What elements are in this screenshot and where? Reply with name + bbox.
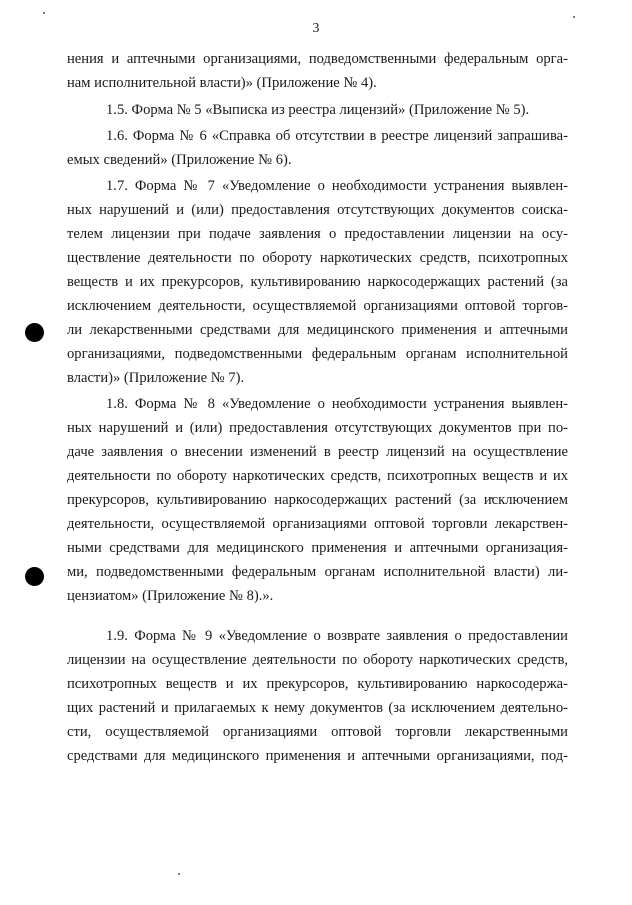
text-line: 1.8. Форма № 8 «Уведомление о необходимости устранения выявлен- xyxy=(106,396,568,412)
text-line: ществление деятельности по обороту наркотических средств, психотропных xyxy=(67,250,568,266)
scan-speck xyxy=(573,16,575,18)
text-line: организациями, подведомственными федеральным органам исполнительной xyxy=(67,346,568,362)
text-line: щих растений и прилагаемых к нему документов (за исключением деятельно- xyxy=(67,700,568,716)
text-line: психотропных веществ и их прекурсоров, культивированию наркосодержа- xyxy=(67,676,568,692)
scan-speck xyxy=(178,873,180,875)
text-line: нам исполнительной власти)» (Приложение № 4). xyxy=(67,75,377,91)
text-line: нения и аптечными организациями, подведомственными федеральным орга- xyxy=(67,51,568,67)
text-line: ных нарушений и (или) предоставления отсутствующих документов при по- xyxy=(67,420,568,436)
text-line: 1.5. Форма № 5 «Выписка из реестра лицензий» (Приложение № 5). xyxy=(106,102,530,118)
text-line: даче заявления о внесении изменений в реестр лицензий на осуществление xyxy=(67,444,568,460)
text-line: емых сведений» (Приложение № 6). xyxy=(67,152,292,168)
text-line: исключением деятельности, осуществляемой организациями оптовой торгов- xyxy=(67,298,568,314)
text-line: ных нарушений и (или) предоставления отсутствующих документов соиска- xyxy=(67,202,568,218)
text-line: 1.6. Форма № 6 «Справка об отсутствии в реестре лицензий запрашива- xyxy=(106,128,568,144)
text-line: ли лекарственными средствами для медицинского применения и аптечными xyxy=(67,322,568,338)
scan-speck xyxy=(43,12,45,14)
text-line: власти)» (Приложение № 7). xyxy=(67,370,245,386)
punch-hole-bottom xyxy=(25,567,44,586)
text-line: деятельности по обороту наркотических средств, психотропных веществ и их xyxy=(67,468,568,484)
text-line: ными средствами для медицинского применения и аптечными организация- xyxy=(67,540,568,556)
text-line: веществ и их прекурсоров, культивированию наркосодержащих растений (за xyxy=(67,274,568,290)
text-line: ми, подведомственными федеральным органам исполнительной власти) ли- xyxy=(67,564,568,580)
text-line: прекурсоров, культивированию наркосодержащих растений (за исключением xyxy=(67,492,568,508)
page-number: 3 xyxy=(312,21,320,36)
text-line: деятельности, осуществляемой организациями оптовой торговли лекарствен- xyxy=(67,516,568,532)
text-line: средствами для медицинского применения и аптечными организациями, под- xyxy=(67,748,568,764)
text-line: телем лицензии при подаче заявления о предоставлении лицензии на осу- xyxy=(67,226,568,242)
text-line: 1.7. Форма № 7 «Уведомление о необходимости устранения выявлен- xyxy=(106,178,568,194)
punch-hole-top xyxy=(25,323,44,342)
text-line: сти, осуществляемой организациями оптовой торговли лекарственными xyxy=(67,724,568,740)
text-line: лицензии на осуществление деятельности по обороту наркотических средств, xyxy=(67,652,568,668)
text-line: цензиатом» (Приложение № 8).». xyxy=(67,588,274,604)
text-line: 1.9. Форма № 9 «Уведомление о возврате заявления о предоставлении xyxy=(106,628,568,644)
